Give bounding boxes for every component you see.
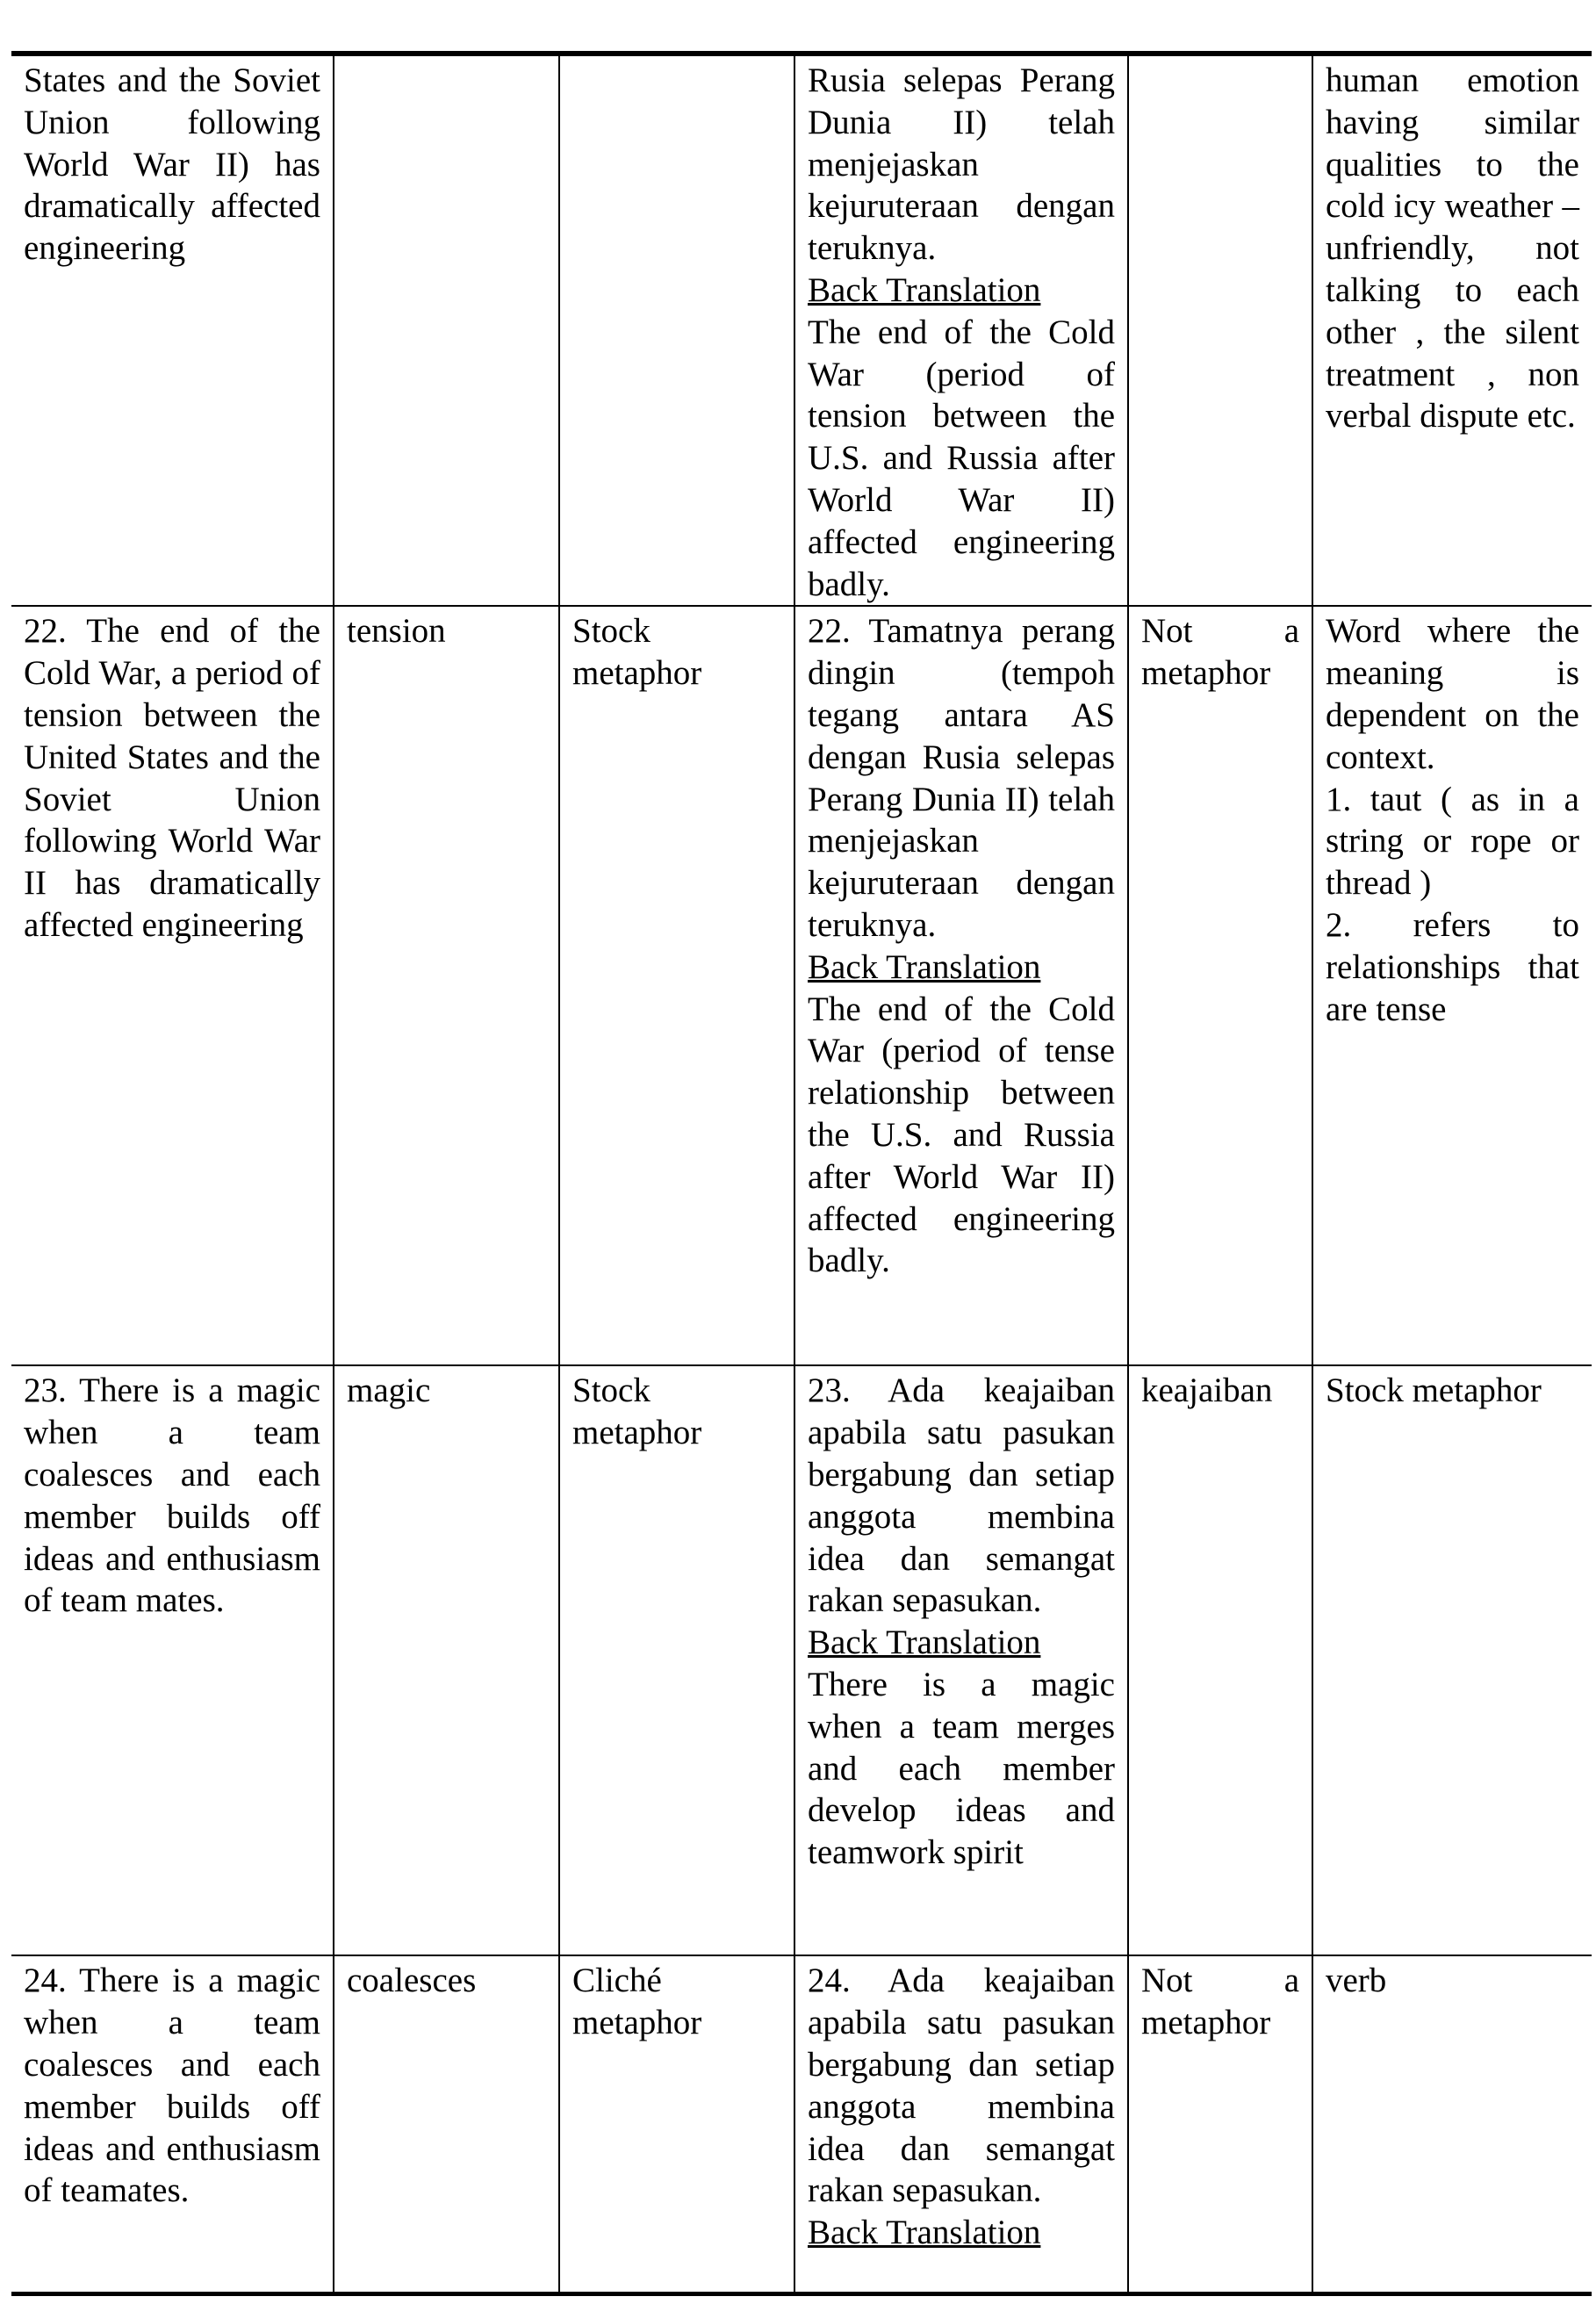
notes-cell: human emotion having similar qualities to the cold icy weather – unfriendly, not talking to each other , the silent treatment , non verbal dispute etc. [1312,54,1592,606]
table-row [11,1365,1592,1955]
back-translation-text: The end of the Cold War (period of tense relationship between the U.S. and Russia after World War II) affected engineering badly. [808,990,1115,1280]
translation-cell [794,1365,1128,1955]
source-text-cell: 23. There is a magic when a team coalesces and each member builds off ideas and enthusiasm of team mates. [11,1365,334,1955]
table-row [11,54,1592,606]
category-cell: Stock metaphor [559,1365,794,1955]
back-translation-text: The end of the Cold War (period of tension between the U.S. and Russia after World War II) affected engineering badly. [808,313,1115,603]
translation-text: Rusia selepas Perang Dunia II) telah menjejaskan kejuruteraan dengan teruknya. [808,61,1115,268]
translation-text: 24. Ada keajaiban apabila satu pasukan bergabung dan setiap anggota membina idea dan semangat rakan sepasukan. [808,1962,1115,2210]
metaphor-analysis-table [11,51,1592,2296]
notes-item: 2. refers to relationships that are tense [1326,905,1579,1028]
translation-cell [794,606,1128,1365]
notes-cell: verb [1312,1955,1592,2293]
category-cell [559,54,794,606]
word-cell [334,54,559,606]
word-cell: tension [334,606,559,1365]
translation-cell [794,54,1128,606]
word-cell: magic [334,1365,559,1955]
back-translation-label: Back Translation [808,947,1041,986]
translation-cell [794,1955,1128,2293]
category-cell: Cliché metaphor [559,1955,794,2293]
translation-text: 23. Ada keajaiban apabila satu pasukan bergabung dan setiap anggota membina idea dan semangat rakan sepasukan. [808,1371,1115,1620]
notes-text: Word where the meaning is dependent on the context. [1326,612,1579,776]
table-row [11,1955,1592,2293]
back-translation-text: There is a magic when a team merges and each member develop ideas and teamwork spirit [808,1665,1115,1872]
notes-item: 1. taut ( as in a string or rope or thread ) [1326,780,1579,903]
back-translation-label: Back Translation [808,270,1041,309]
source-text-cell: 22. The end of the Cold War, a period of tension between the United States and the Soviet Union following World War II has dramatically affected engineering [11,606,334,1365]
target-word-cell: Not a metaphor [1128,606,1312,1365]
word-cell: coalesces [334,1955,559,2293]
target-word-cell: Not a metaphor [1128,1955,1312,2293]
back-translation-label: Back Translation [808,2214,1041,2252]
notes-cell: Stock metaphor [1312,1365,1592,1955]
category-cell: Stock metaphor [559,606,794,1365]
target-word-cell [1128,54,1312,606]
table-row [11,606,1592,1365]
translation-text: 22. Tamatnya perang dingin (tempoh tegang antara AS dengan Rusia selepas Perang Dunia II) telah menjejaskan kejuruteraan dengan teruknya. [808,612,1115,944]
back-translation-label: Back Translation [808,1623,1041,1662]
target-word-cell: keajaiban [1128,1365,1312,1955]
source-text-cell: States and the Soviet Union following World War II) has dramatically affected engineering [11,54,334,606]
notes-cell [1312,606,1592,1365]
source-text-cell: 24. There is a magic when a team coalesces and each member builds off ideas and enthusiasm of teamates. [11,1955,334,2293]
